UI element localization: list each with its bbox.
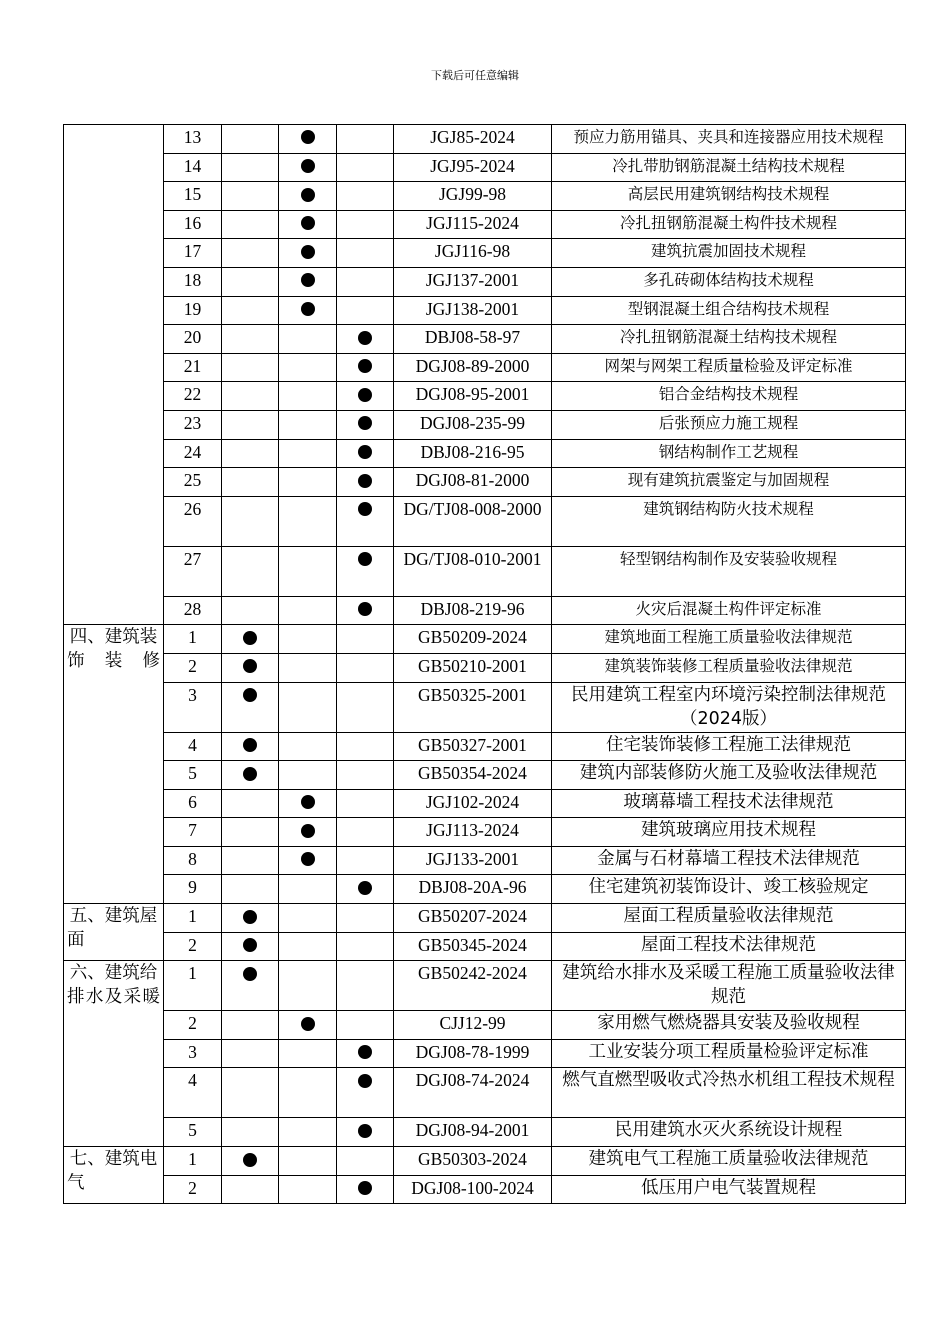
standard-name: 轻型钢结构制作及安装验收规程	[552, 546, 906, 596]
level-2-cell	[279, 296, 337, 325]
standard-code: GB50207-2024	[394, 904, 552, 933]
standard-name: 型钢混凝土组合结构技术规程	[552, 296, 906, 325]
standard-code: DGJ08-94-2001	[394, 1118, 552, 1147]
standard-name: 后张预应力施工规程	[552, 410, 906, 439]
standard-code: JGJ137-2001	[394, 267, 552, 296]
level-1-cell	[222, 468, 279, 497]
standard-name: 工业安装分项工程质量检验评定标准	[552, 1039, 906, 1068]
standard-name: 建筑给水排水及采暖工程施工质量验收法律规范	[552, 961, 906, 1011]
level-2-cell	[279, 382, 337, 411]
level-1-cell	[222, 267, 279, 296]
table-body	[64, 125, 906, 1204]
standard-code: GB50210-2001	[394, 653, 552, 682]
level-3-cell	[337, 732, 394, 761]
table-row	[64, 818, 906, 847]
filled-circle-icon	[243, 738, 257, 752]
level-1-cell	[222, 625, 279, 654]
filled-circle-icon	[301, 188, 315, 202]
standard-code: DGJ08-89-2000	[394, 353, 552, 382]
table-row	[64, 267, 906, 296]
filled-circle-icon	[243, 967, 257, 981]
level-2-cell	[279, 1147, 337, 1176]
table-row	[64, 1118, 906, 1147]
filled-circle-icon	[243, 631, 257, 645]
filled-circle-icon	[358, 552, 372, 566]
standard-name: 建筑钢结构防火技术规程	[552, 496, 906, 546]
level-3-cell	[337, 296, 394, 325]
standard-name: 冷扎带肋钢筋混凝土结构技术规程	[552, 153, 906, 182]
table-row	[64, 932, 906, 961]
table-row	[64, 239, 906, 268]
level-3-cell	[337, 125, 394, 154]
row-number: 5	[164, 761, 222, 790]
filled-circle-icon	[358, 1181, 372, 1195]
filled-circle-icon	[301, 130, 315, 144]
level-2-cell	[279, 682, 337, 732]
standard-code: DG/TJ08-010-2001	[394, 546, 552, 596]
level-1-cell	[222, 682, 279, 732]
filled-circle-icon	[358, 474, 372, 488]
filled-circle-icon	[358, 445, 372, 459]
standard-name: 低压用户电气装置规程	[552, 1175, 906, 1204]
standard-code: JGJ99-98	[394, 182, 552, 211]
category-cell: 六、建筑给排水及采暖	[64, 961, 164, 1147]
level-1-cell	[222, 732, 279, 761]
table-row	[64, 382, 906, 411]
standard-name: 建筑抗震加固技术规程	[552, 239, 906, 268]
standard-name: 玻璃幕墙工程技术法律规范	[552, 789, 906, 818]
category-cell: 七、建筑电气	[64, 1147, 164, 1204]
standard-code: GB50209-2024	[394, 625, 552, 654]
standard-code: DBJ08-58-97	[394, 325, 552, 354]
level-3-cell	[337, 1068, 394, 1118]
row-number: 22	[164, 382, 222, 411]
level-1-cell	[222, 410, 279, 439]
level-2-cell	[279, 325, 337, 354]
level-3-cell	[337, 625, 394, 654]
standard-name: 多孔砖砌体结构技术规程	[552, 267, 906, 296]
filled-circle-icon	[243, 938, 257, 952]
table-row	[64, 439, 906, 468]
level-3-cell	[337, 1147, 394, 1176]
standard-name: 燃气直燃型吸收式冷热水机组工程技术规程	[552, 1068, 906, 1118]
level-3-cell	[337, 932, 394, 961]
row-number: 19	[164, 296, 222, 325]
row-number: 3	[164, 1039, 222, 1068]
level-1-cell	[222, 182, 279, 211]
row-number: 21	[164, 353, 222, 382]
filled-circle-icon	[358, 1074, 372, 1088]
standard-code: JGJ85-2024	[394, 125, 552, 154]
filled-circle-icon	[301, 159, 315, 173]
standard-code: GB50345-2024	[394, 932, 552, 961]
level-2-cell	[279, 818, 337, 847]
row-number: 13	[164, 125, 222, 154]
table-row	[64, 1011, 906, 1040]
level-2-cell	[279, 267, 337, 296]
level-2-cell	[279, 1118, 337, 1147]
table-row	[64, 1147, 906, 1176]
category-cell: 五、建筑屋面	[64, 904, 164, 961]
filled-circle-icon	[358, 1124, 372, 1138]
level-1-cell	[222, 1011, 279, 1040]
level-2-cell	[279, 732, 337, 761]
standard-code: JGJ116-98	[394, 239, 552, 268]
standard-code: CJJ12-99	[394, 1011, 552, 1040]
level-3-cell	[337, 267, 394, 296]
table-row	[64, 961, 906, 1011]
level-3-cell	[337, 439, 394, 468]
standard-name: 民用建筑工程室内环境污染控制法律规范（2024版）	[552, 682, 906, 732]
standard-code: DGJ08-235-99	[394, 410, 552, 439]
row-number: 24	[164, 439, 222, 468]
level-2-cell	[279, 546, 337, 596]
level-1-cell	[222, 353, 279, 382]
standard-name: 民用建筑水灭火系统设计规程	[552, 1118, 906, 1147]
standard-name: 冷扎扭钢筋混凝土构件技术规程	[552, 210, 906, 239]
level-3-cell	[337, 1118, 394, 1147]
row-number: 2	[164, 932, 222, 961]
level-1-cell	[222, 1039, 279, 1068]
level-1-cell	[222, 761, 279, 790]
table-row	[64, 596, 906, 625]
level-1-cell	[222, 1068, 279, 1118]
level-2-cell	[279, 353, 337, 382]
level-2-cell	[279, 239, 337, 268]
standard-name: 钢结构制作工艺规程	[552, 439, 906, 468]
row-number: 27	[164, 546, 222, 596]
row-number: 4	[164, 732, 222, 761]
level-1-cell	[222, 325, 279, 354]
level-2-cell	[279, 875, 337, 904]
table-row	[64, 1039, 906, 1068]
filled-circle-icon	[243, 767, 257, 781]
standard-code: DBJ08-219-96	[394, 596, 552, 625]
level-3-cell	[337, 1011, 394, 1040]
level-3-cell	[337, 818, 394, 847]
table-row	[64, 546, 906, 596]
level-1-cell	[222, 846, 279, 875]
standard-name: 建筑电气工程施工质量验收法律规范	[552, 1147, 906, 1176]
standard-name: 屋面工程质量验收法律规范	[552, 904, 906, 933]
level-1-cell	[222, 210, 279, 239]
row-number: 1	[164, 625, 222, 654]
level-2-cell	[279, 846, 337, 875]
level-1-cell	[222, 932, 279, 961]
level-2-cell	[279, 761, 337, 790]
filled-circle-icon	[358, 359, 372, 373]
row-number: 16	[164, 210, 222, 239]
filled-circle-icon	[301, 302, 315, 316]
page-header: 下载后可任意编辑	[431, 69, 519, 82]
filled-circle-icon	[358, 416, 372, 430]
standard-code: DGJ08-74-2024	[394, 1068, 552, 1118]
standard-name: 预应力筋用锚具、夹具和连接器应用技术规程	[552, 125, 906, 154]
level-2-cell	[279, 625, 337, 654]
level-1-cell	[222, 546, 279, 596]
filled-circle-icon	[243, 910, 257, 924]
level-1-cell	[222, 239, 279, 268]
table-row	[64, 653, 906, 682]
level-1-cell	[222, 296, 279, 325]
filled-circle-icon	[301, 852, 315, 866]
level-3-cell	[337, 182, 394, 211]
level-1-cell	[222, 382, 279, 411]
table-row	[64, 353, 906, 382]
level-3-cell	[337, 353, 394, 382]
row-number: 6	[164, 789, 222, 818]
table-row	[64, 904, 906, 933]
table-row	[64, 789, 906, 818]
level-2-cell	[279, 1068, 337, 1118]
row-number: 23	[164, 410, 222, 439]
level-1-cell	[222, 1118, 279, 1147]
row-number: 8	[164, 846, 222, 875]
row-number: 7	[164, 818, 222, 847]
row-number: 3	[164, 682, 222, 732]
level-3-cell	[337, 682, 394, 732]
standard-code: JGJ138-2001	[394, 296, 552, 325]
filled-circle-icon	[243, 659, 257, 673]
level-3-cell	[337, 325, 394, 354]
level-1-cell	[222, 1175, 279, 1204]
filled-circle-icon	[301, 273, 315, 287]
level-2-cell	[279, 182, 337, 211]
standard-code: DGJ08-81-2000	[394, 468, 552, 497]
standard-code: DBJ08-216-95	[394, 439, 552, 468]
row-number: 28	[164, 596, 222, 625]
category-cell	[64, 125, 164, 625]
standard-name: 建筑玻璃应用技术规程	[552, 818, 906, 847]
filled-circle-icon	[358, 881, 372, 895]
level-3-cell	[337, 846, 394, 875]
level-2-cell	[279, 789, 337, 818]
level-3-cell	[337, 789, 394, 818]
level-3-cell	[337, 153, 394, 182]
table-row	[64, 468, 906, 497]
level-1-cell	[222, 439, 279, 468]
table-row	[64, 1068, 906, 1118]
level-3-cell	[337, 904, 394, 933]
standard-code: DGJ08-95-2001	[394, 382, 552, 411]
standard-code: GB50325-2001	[394, 682, 552, 732]
standard-code: DBJ08-20A-96	[394, 875, 552, 904]
filled-circle-icon	[358, 602, 372, 616]
row-number: 2	[164, 1011, 222, 1040]
table-row	[64, 125, 906, 154]
row-number: 1	[164, 904, 222, 933]
row-number: 25	[164, 468, 222, 497]
level-2-cell	[279, 410, 337, 439]
standard-name: 高层民用建筑钢结构技术规程	[552, 182, 906, 211]
table-row	[64, 625, 906, 654]
level-3-cell	[337, 1039, 394, 1068]
standard-code: GB50242-2024	[394, 961, 552, 1011]
level-2-cell	[279, 1175, 337, 1204]
table-row	[64, 682, 906, 732]
standard-name: 住宅建筑初装饰设计、竣工核验规定	[552, 875, 906, 904]
row-number: 1	[164, 1147, 222, 1176]
row-number: 20	[164, 325, 222, 354]
level-1-cell	[222, 818, 279, 847]
level-3-cell	[337, 496, 394, 546]
row-number: 4	[164, 1068, 222, 1118]
standard-name: 网架与网架工程质量检验及评定标准	[552, 353, 906, 382]
standard-code: DGJ08-78-1999	[394, 1039, 552, 1068]
table-row	[64, 325, 906, 354]
row-number: 2	[164, 653, 222, 682]
standard-code: JGJ115-2024	[394, 210, 552, 239]
level-3-cell	[337, 653, 394, 682]
level-1-cell	[222, 1147, 279, 1176]
standard-code: GB50354-2024	[394, 761, 552, 790]
row-number: 9	[164, 875, 222, 904]
level-1-cell	[222, 653, 279, 682]
filled-circle-icon	[358, 502, 372, 516]
table-row	[64, 496, 906, 546]
table-row	[64, 153, 906, 182]
filled-circle-icon	[301, 216, 315, 230]
level-3-cell	[337, 761, 394, 790]
standard-code: JGJ133-2001	[394, 846, 552, 875]
table-row	[64, 761, 906, 790]
level-2-cell	[279, 468, 337, 497]
filled-circle-icon	[301, 1017, 315, 1031]
standard-name: 屋面工程技术法律规范	[552, 932, 906, 961]
level-2-cell	[279, 653, 337, 682]
level-2-cell	[279, 1039, 337, 1068]
level-1-cell	[222, 789, 279, 818]
level-2-cell	[279, 1011, 337, 1040]
table-row	[64, 182, 906, 211]
filled-circle-icon	[243, 1153, 257, 1167]
level-2-cell	[279, 125, 337, 154]
row-number: 17	[164, 239, 222, 268]
level-3-cell	[337, 875, 394, 904]
standard-name: 金属与石材幕墙工程技术法律规范	[552, 846, 906, 875]
level-1-cell	[222, 496, 279, 546]
level-1-cell	[222, 904, 279, 933]
standard-name: 建筑地面工程施工质量验收法律规范	[552, 625, 906, 654]
standard-name: 建筑装饰装修工程质量验收法律规范	[552, 653, 906, 682]
filled-circle-icon	[243, 688, 257, 702]
level-3-cell	[337, 596, 394, 625]
standard-name: 家用燃气燃烧器具安装及验收规程	[552, 1011, 906, 1040]
row-number: 14	[164, 153, 222, 182]
table-row	[64, 732, 906, 761]
standard-name: 建筑内部装修防火施工及验收法律规范	[552, 761, 906, 790]
standards-table	[63, 124, 906, 1204]
table-row	[64, 875, 906, 904]
table-row	[64, 210, 906, 239]
row-number: 15	[164, 182, 222, 211]
level-1-cell	[222, 875, 279, 904]
standard-code: JGJ113-2024	[394, 818, 552, 847]
table-row	[64, 846, 906, 875]
standard-name: 火灾后混凝土构件评定标准	[552, 596, 906, 625]
level-2-cell	[279, 932, 337, 961]
row-number: 18	[164, 267, 222, 296]
standard-code: GB50327-2001	[394, 732, 552, 761]
row-number: 5	[164, 1118, 222, 1147]
level-3-cell	[337, 1175, 394, 1204]
filled-circle-icon	[301, 824, 315, 838]
table-row	[64, 410, 906, 439]
standard-code: DG/TJ08-008-2000	[394, 496, 552, 546]
standard-code: JGJ95-2024	[394, 153, 552, 182]
level-1-cell	[222, 596, 279, 625]
filled-circle-icon	[358, 388, 372, 402]
level-3-cell	[337, 239, 394, 268]
level-2-cell	[279, 904, 337, 933]
standard-code: JGJ102-2024	[394, 789, 552, 818]
level-2-cell	[279, 439, 337, 468]
table-row	[64, 1175, 906, 1204]
category-cell: 四、建筑装饰装修	[64, 625, 164, 904]
standard-name: 冷扎扭钢筋混凝土结构技术规程	[552, 325, 906, 354]
filled-circle-icon	[301, 245, 315, 259]
level-2-cell	[279, 153, 337, 182]
level-3-cell	[337, 210, 394, 239]
level-2-cell	[279, 496, 337, 546]
standard-name: 住宅装饰装修工程施工法律规范	[552, 732, 906, 761]
table-row	[64, 296, 906, 325]
level-3-cell	[337, 546, 394, 596]
level-2-cell	[279, 961, 337, 1011]
level-1-cell	[222, 153, 279, 182]
level-2-cell	[279, 596, 337, 625]
level-3-cell	[337, 961, 394, 1011]
row-number: 1	[164, 961, 222, 1011]
standard-name: 铝合金结构技术规程	[552, 382, 906, 411]
standard-code: DGJ08-100-2024	[394, 1175, 552, 1204]
standard-code: GB50303-2024	[394, 1147, 552, 1176]
standard-name: 现有建筑抗震鉴定与加固规程	[552, 468, 906, 497]
level-3-cell	[337, 410, 394, 439]
level-1-cell	[222, 961, 279, 1011]
row-number: 26	[164, 496, 222, 546]
row-number: 2	[164, 1175, 222, 1204]
level-1-cell	[222, 125, 279, 154]
level-3-cell	[337, 382, 394, 411]
filled-circle-icon	[358, 1045, 372, 1059]
level-3-cell	[337, 468, 394, 497]
filled-circle-icon	[358, 331, 372, 345]
filled-circle-icon	[301, 795, 315, 809]
level-2-cell	[279, 210, 337, 239]
